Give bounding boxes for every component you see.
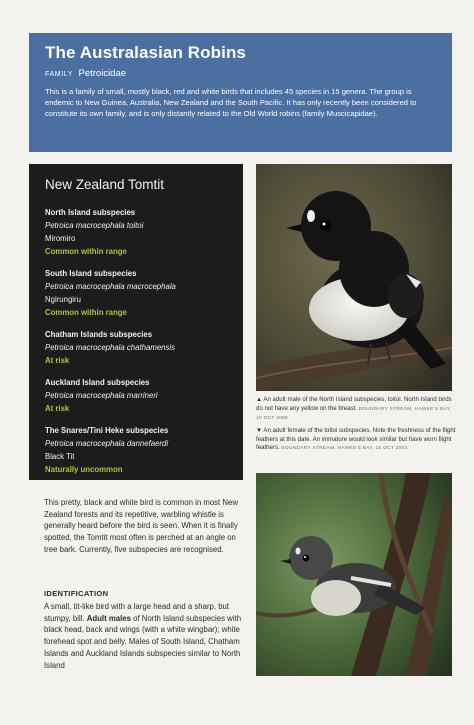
caption-credit: BOUNDARY STREAM, HAWKE'S BAY, 10 OCT 2006 (256, 406, 452, 422)
female-tomtit-photo (256, 473, 452, 676)
subspecies-north-island (45, 206, 227, 258)
subspecies-south-island (45, 267, 227, 319)
subspecies-common-name: Black Tit (45, 452, 75, 461)
species-box (29, 164, 243, 480)
male-tomtit-photo (256, 164, 452, 391)
identification-heading: IDENTIFICATION (44, 589, 109, 598)
family-label: FAMILY (45, 71, 73, 78)
identification-text-start: A small, tit-like bird with a large head and a sharp, but stumpy, bill. (44, 602, 230, 623)
caption-credit: BOUNDARY STREAM, HAWKE'S BAY, 15 OCT 2003 (281, 446, 408, 452)
subspecies-status: Naturally uncommon (45, 465, 123, 474)
subspecies-latin: Petroica macrocephala chathamensis (45, 343, 176, 352)
subspecies-name: Auckland Island subspecies (45, 378, 150, 387)
identification-text (44, 601, 244, 671)
subspecies-latin: Petroica macrocephala dannefaerdi (45, 439, 169, 448)
subspecies-common-name: Miromiro (45, 234, 76, 243)
intro-text (44, 497, 244, 556)
subspecies-name: South Island subspecies (45, 269, 137, 278)
family-name: Petroicidae (78, 68, 127, 79)
female-tomtit-illustration (256, 473, 452, 676)
family-title: The Australasian Robins (45, 43, 246, 62)
identification-bold-term: Adult males (86, 613, 131, 623)
subspecies-common-name: Ngirungiru (45, 295, 81, 304)
family-header-box (29, 33, 452, 152)
family-line (45, 68, 436, 79)
subspecies-auckland-island (45, 376, 227, 415)
caption-female (256, 427, 456, 454)
subspecies-status: Common within range (45, 247, 127, 256)
family-description: This is a family of small, mostly black, red and white birds that includes 45 species in 15 genera. The group is endemic to New Guinea, Australia, New Zealand and the South Pacific. It has only recently been considered to constitute its own family, and is only distantly related to the Old World robins (family Muscicapidae). (45, 87, 417, 118)
subspecies-name: Chatham Islands subspecies (45, 330, 153, 339)
caption-male (256, 396, 456, 424)
subspecies-latin: Petroica macrocephala marrineri (45, 391, 158, 400)
subspecies-snares (45, 424, 227, 476)
caption-text: ▲ An adult male of the North Island subspecies, toitoi. North Island birds do not have any yellow on the breast. (256, 396, 452, 412)
male-tomtit-illustration (256, 164, 452, 391)
subspecies-latin: Petroica macrocephala toitoi (45, 221, 144, 230)
subspecies-status: At risk (45, 404, 70, 413)
subspecies-status: Common within range (45, 308, 127, 317)
subspecies-chatham-islands (45, 328, 227, 367)
species-title: New Zealand Tomtit (45, 177, 165, 192)
subspecies-name: The Snares/Tini Heke subspecies (45, 426, 169, 435)
subspecies-latin: Petroica macrocephala macrocephala (45, 282, 176, 291)
identification-text-rest: of North Island subspecies with black head, back and wings (with a white wingbar); white forehead spot and belly. Males of South Island, Chatham Islands and Auckland Islands subspecies similar to North Island (44, 613, 242, 670)
subspecies-status: At risk (45, 356, 70, 365)
caption-text: ▼ An adult female of the toitoi subspecies. Note the freshness of the flight feathers at this date. An immature would look similar but have worn flight feathers. (256, 427, 456, 452)
subspecies-name: North Island subspecies (45, 208, 136, 217)
intro-paragraph: This pretty, black and white bird is common in most New Zealand forests and its repetitive, warbling whistle is generally heard before the bird is seen. When it is finally spotted, the Tomtit most often is perched at an angle on tree bark. Currently, five subspecies are recognised. (44, 498, 238, 554)
